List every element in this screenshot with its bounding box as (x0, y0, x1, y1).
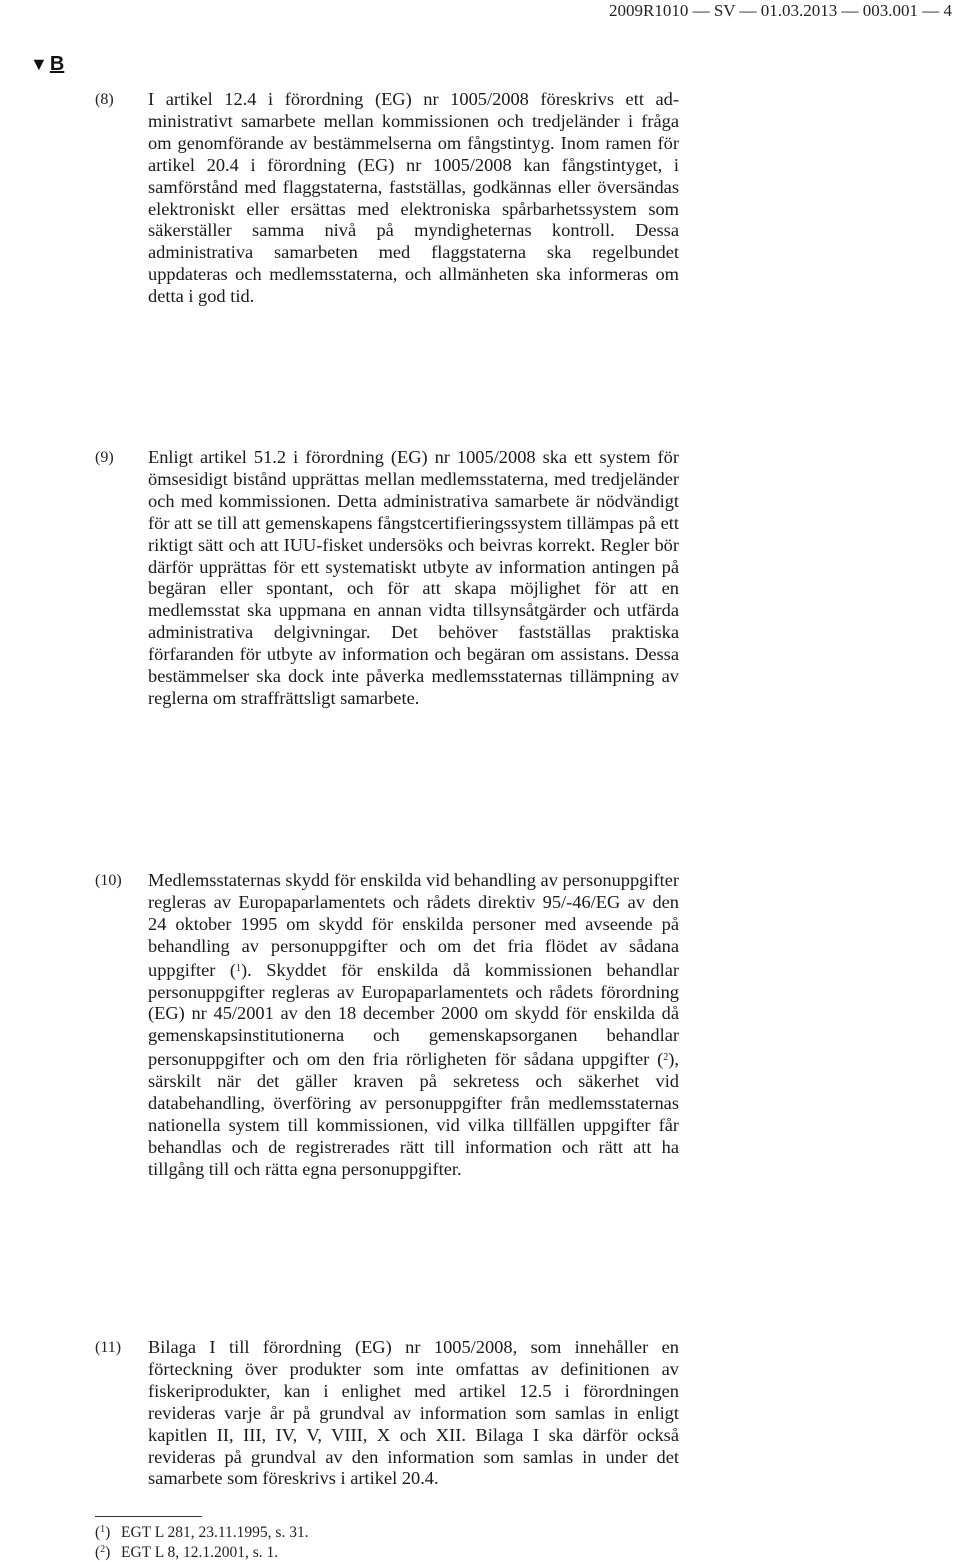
footnote-paren: ) (105, 1524, 111, 1541)
footnote-paren: ( (95, 1544, 101, 1561)
footnote-2 (95, 1540, 278, 1562)
footnote-text: EGT L 8, 12.1.2001, s. 1. (121, 1544, 279, 1561)
recital-text-part: ), särskilt när det gäller kraven på sekretess och säkerhet vid databehandling, överföring av personuppgifter från medlemsstaternas nationella system till kommissionen, vid vilka tillfällen uppgifter får behandlas och de registrerades rätt till information och rätt att ha tillgång till och rätta egna personuppgifter. (148, 1049, 679, 1179)
amendment-marker-label: B (49, 53, 65, 75)
footnote-separator (95, 1516, 202, 1517)
page-header: 2009R1010 — SV — 01.03.2013 — 003.001 — 4 (608, 1, 952, 20)
footnote-paren: ( (95, 1524, 101, 1541)
footnote-text: EGT L 281, 23.11.1995, s. 31. (121, 1524, 309, 1541)
recital-text: I artikel 12.4 i förordning (EG) nr 1005/2008 föreskrivs ett administrativt samarbete mellan kommissionen och tredjeländer i fråga om genomförande av bestämmelserna om fångstintyg. Inom ramen för artikel 20.4 i förordning (EG) nr 1005/2008 kan fångstintyget, i samförstånd med flaggstaterna, fastställas, godkännas eller översändas elektroniskt eller ersättas med elektroniska spårbarhetssystem som säkerställer samma nivå på myndigheternas kontroll. Dessa administrativa samarbeten med flaggstaterna ska regelbundet uppdateras och medlemsstaterna, och allmänheten ska informeras om detta i god tid. (148, 89, 679, 307)
footnote-1 (95, 1520, 309, 1542)
recital-text-part: Medlemsstaternas skydd för enskilda vid behandling av personuppgifter regleras av Europaparlamentets och rådets direktiv 95/-46/EG av den 24 oktober 1995 om skydd för enskilda personer med avseende på behandling av personuppgifter och om det fria flödet av sådana uppgifter ( (148, 870, 679, 980)
footnote-number-value: 2 (100, 1544, 106, 1555)
triangle-down-icon: ▼ (30, 54, 48, 74)
recital-text-part: ). Skyddet för enskilda då kommissionen behandlar personuppgifter regleras av Europaparlamentets och rådets förordning (EG) nr 45/2001 av den 18 december 2000 om skydd för enskilda då gemenskapsinstitutionerna och gemenskapsorganen behandlar personuppgifter och om den fria rörligheten för sådana uppgifter ( (148, 959, 679, 1070)
footnote-number (95, 1540, 121, 1562)
recital-number: (8) (95, 91, 114, 108)
recital-text (148, 870, 679, 1181)
amendment-marker (30, 52, 64, 76)
footnote-ref: 2 (663, 1052, 669, 1064)
recital-text: Enligt artikel 51.2 i förordning (EG) nr 1005/2008 ska ett system för ömsesidigt bistånd upprättas mellan medlemsstaterna, med tredjeländer och med kommissionen. Detta administrativa samarbete är nödvändigt för att se till att gemenskapens fångstcertifieringssystem tillämpas på ett riktigt sätt och att IUU-fisket undersöks och beivras korrekt. Regler bör därför upprättas för ett systematiskt utbyte av information antingen på begäran eller spontant, och för att skapa möjlighet för att en medlemsstat ska uppmana en annan vidta tillsynsåtgärder och utfärda administrativa delgivningar. Det behöver fastställas praktiska förfaranden för utbyte av information och begäran om assistans. Dessa bestämmelser ska dock inte påverka medlemsstaternas tillämpning av reglerna om straffrättsligt samarbete. (148, 447, 679, 708)
footnote-number-value: 1 (100, 1524, 106, 1535)
recital-text: Bilaga I till förordning (EG) nr 1005/2008, som innehåller en förteckning över produkter som inte omfattas av definitionen av fiskeriprodukter, kan i enlighet med artikel 12.5 i förordningen revideras varje år på grundval av information som samlas in enligt kapitlen II, III, IV, V, VIII, X och XII. Bilaga I ska därför också revideras på grundval av den information som samlas in under det samarbete som föreskrivs i artikel 20.4. (148, 1337, 679, 1489)
recital-number: (9) (95, 449, 114, 466)
recital-number: (11) (95, 1339, 122, 1356)
footnote-paren: ) (105, 1544, 111, 1561)
footnote-number (95, 1520, 121, 1542)
footnote-ref: 1 (236, 962, 242, 974)
recital-number: (10) (95, 872, 122, 889)
